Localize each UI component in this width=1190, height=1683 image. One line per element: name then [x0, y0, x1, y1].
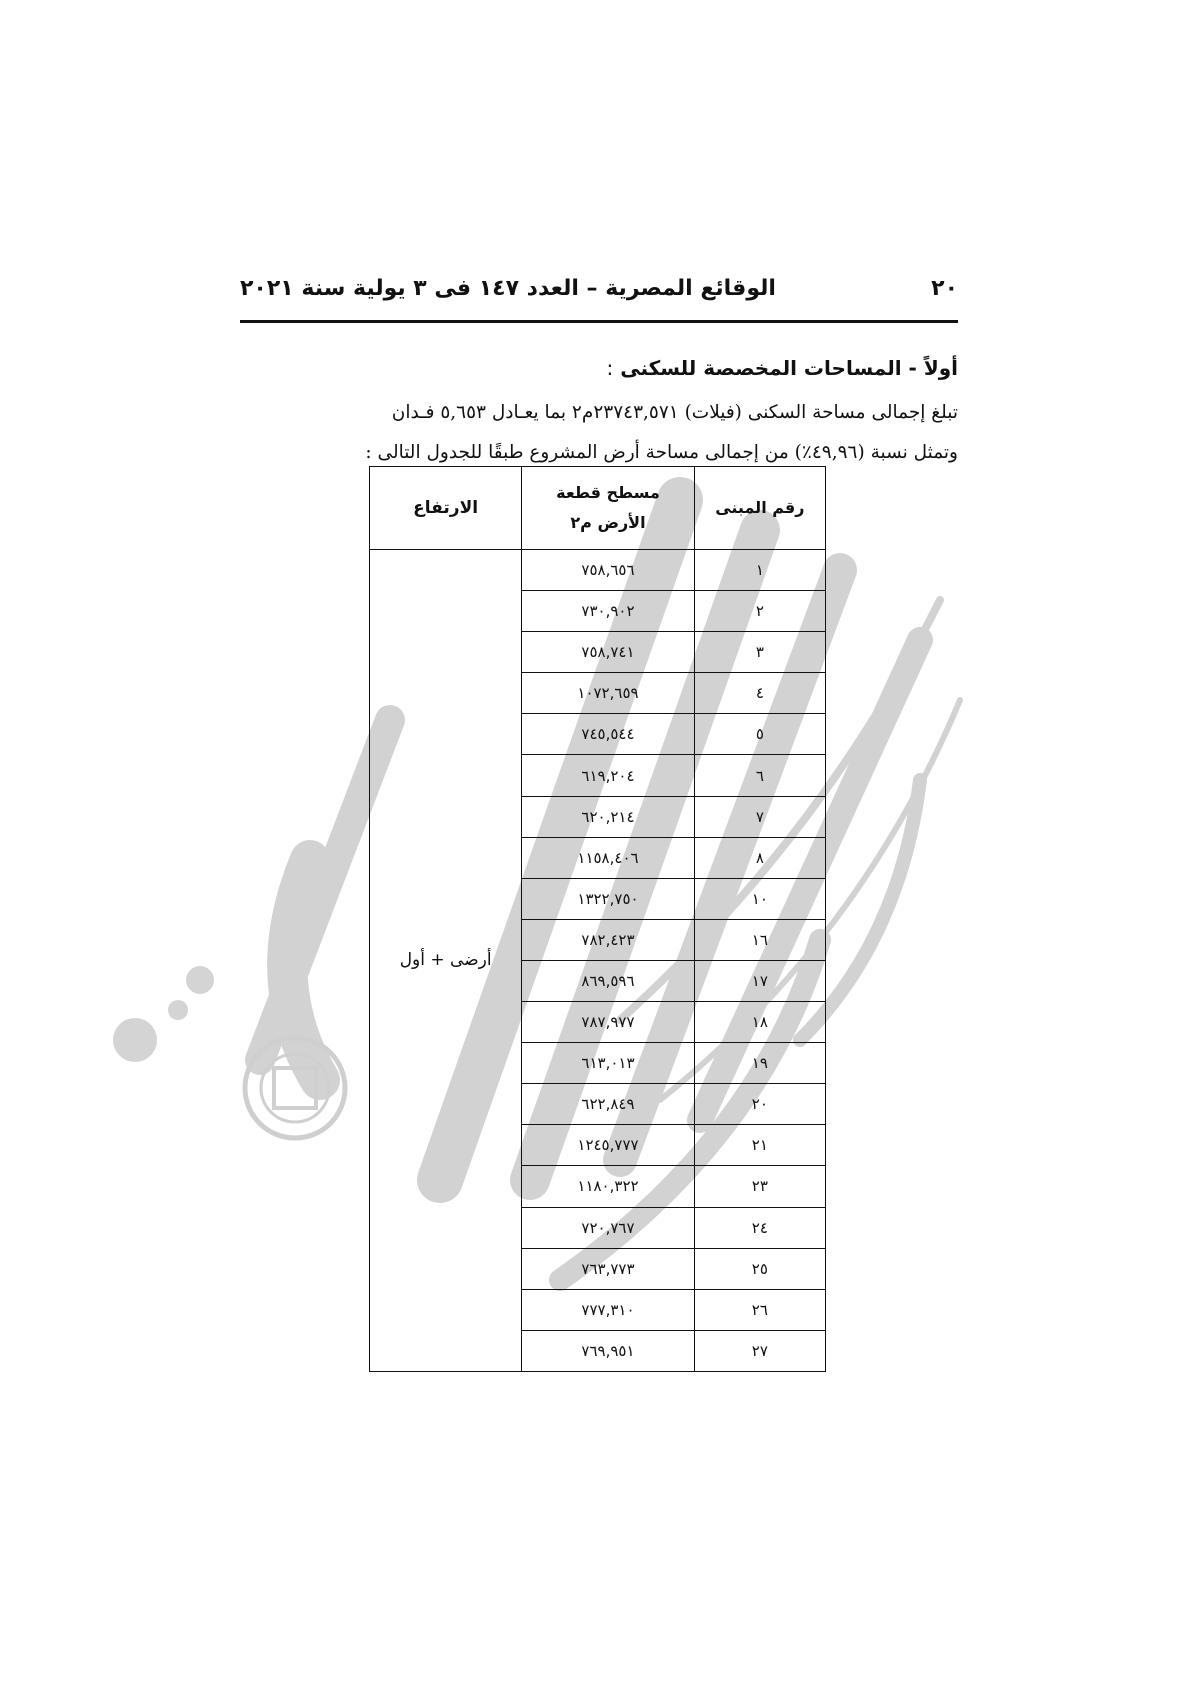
residential-areas-table	[369, 466, 826, 1372]
cell-plot-area: ٧٤٥,٥٤٤	[522, 714, 694, 755]
cell-building-number: ٢٦	[694, 1289, 825, 1330]
cell-plot-area: ٧٦٣,٧٧٣	[522, 1248, 694, 1289]
cell-building-number: ١٨	[694, 1002, 825, 1043]
cell-building-number: ١٩	[694, 1043, 825, 1084]
cell-plot-area: ٦١٣,٠١٣	[522, 1043, 694, 1084]
cell-plot-area: ٧٢٠,٧٦٧	[522, 1207, 694, 1248]
header-plot-area	[522, 467, 694, 550]
page-number: ٢٠	[931, 275, 958, 301]
cell-building-number: ٢٠	[694, 1084, 825, 1125]
cell-plot-area: ٦١٩,٢٠٤	[522, 755, 694, 796]
table-body	[370, 550, 826, 1372]
section-title-colon: :	[606, 356, 614, 380]
publication-title: الوقائع المصرية – العدد ١٤٧ فى ٣ يولية سنة ٢٠٢١	[240, 275, 776, 301]
paragraph-line-2: وتمثل نسبة (٤٩,٩٦٪) من إجمالى مساحة أرض المشروع طبقًا للجدول التالى :	[365, 442, 958, 463]
cell-building-number: ١٦	[694, 919, 825, 960]
cell-plot-area: ١١٥٨,٤٠٦	[522, 837, 694, 878]
header-plot-area-text: مسطح قطعة الأرض م٢	[556, 483, 660, 532]
cell-plot-area: ٧٧٧,٣١٠	[522, 1289, 694, 1330]
table-header-row	[370, 467, 826, 550]
header-building-number: رقم المبنى	[694, 467, 825, 550]
cell-building-number: ٤	[694, 673, 825, 714]
cell-building-number: ٨	[694, 837, 825, 878]
cell-building-number: ٢١	[694, 1125, 825, 1166]
cell-plot-area: ٧٦٩,٩٥١	[522, 1330, 694, 1371]
cell-building-number: ٣	[694, 632, 825, 673]
cell-plot-area: ٧٥٨,٦٥٦	[522, 550, 694, 591]
cell-plot-area: ١٢٤٥,٧٧٧	[522, 1125, 694, 1166]
header-divider	[240, 320, 958, 323]
intro-paragraph	[240, 393, 958, 473]
cell-building-number: ٧	[694, 796, 825, 837]
cell-building-number: ١	[694, 550, 825, 591]
header-height: الارتفاع	[370, 467, 522, 550]
table-row	[370, 550, 826, 591]
section-title-text: أولاً - المساحات المخصصة للسكنى	[620, 356, 958, 380]
cell-building-number: ٦	[694, 755, 825, 796]
cell-height-merged: أرضى + أول	[370, 550, 522, 1372]
cell-building-number: ١٠	[694, 878, 825, 919]
cell-building-number: ٢	[694, 591, 825, 632]
cell-plot-area: ٧٣٠,٩٠٢	[522, 591, 694, 632]
page-header	[240, 268, 958, 308]
cell-plot-area: ١٣٢٢,٧٥٠	[522, 878, 694, 919]
cell-plot-area: ٧٨٧,٩٧٧	[522, 1002, 694, 1043]
cell-plot-area: ٧٥٨,٧٤١	[522, 632, 694, 673]
cell-building-number: ٢٧	[694, 1330, 825, 1371]
cell-building-number: ١٧	[694, 960, 825, 1001]
cell-plot-area: ٦٢٠,٢١٤	[522, 796, 694, 837]
cell-building-number: ٢٣	[694, 1166, 825, 1207]
cell-plot-area: ٦٢٢,٨٤٩	[522, 1084, 694, 1125]
cell-building-number: ٢٥	[694, 1248, 825, 1289]
paragraph-line-1: تبلغ إجمالى مساحة السكنى (فيلات) ٢٣٧٤٣,٥٧١م٢ بما يعـادل ٥,٦٥٣ فـدان	[391, 402, 958, 423]
cell-plot-area: ١٠٧٢,٦٥٩	[522, 673, 694, 714]
cell-building-number: ٢٤	[694, 1207, 825, 1248]
cell-building-number: ٥	[694, 714, 825, 755]
cell-plot-area: ٧٨٢,٤٢٣	[522, 919, 694, 960]
cell-plot-area: ٨٦٩,٥٩٦	[522, 960, 694, 1001]
cell-plot-area: ١١٨٠,٣٢٢	[522, 1166, 694, 1207]
section-title	[607, 356, 959, 380]
